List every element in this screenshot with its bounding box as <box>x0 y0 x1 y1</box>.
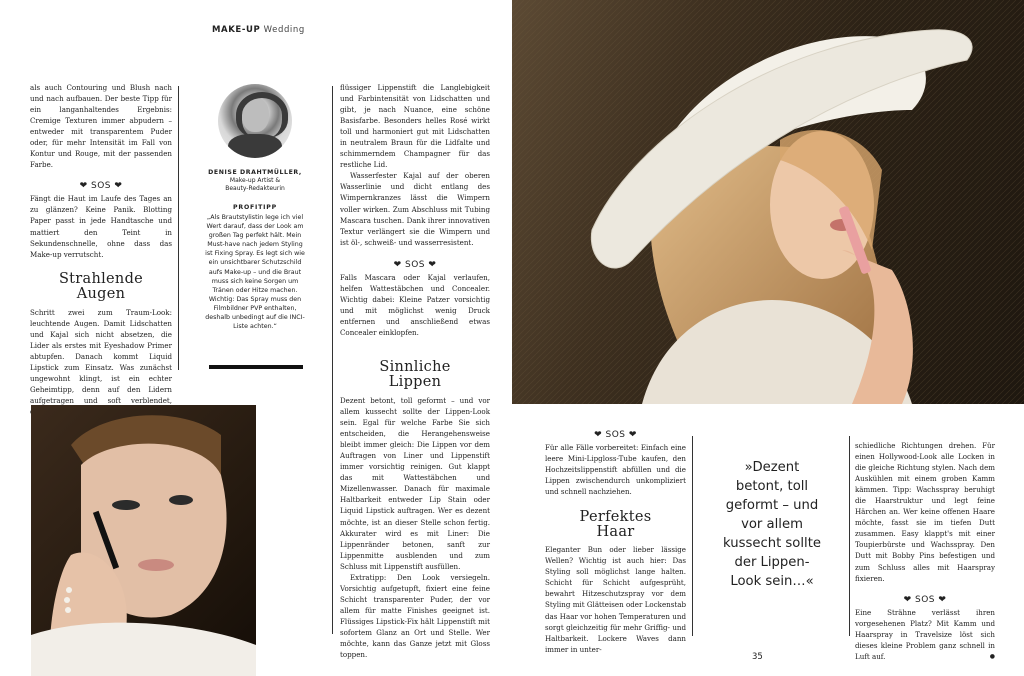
heart-icon: ❤ <box>628 430 637 440</box>
col6-body: schiedliche Richtungen drehen. Für einen Hollywood-Look alle Locken in die gleiche Richtung stylen. Nach dem Auskühlen mit einem groben Kamm kämmen. Tipp: Wachsspray beruhigt die Haarstruktur und legt feine Härchen an. Wer keine offenen Haare möchte, fasst sie im tiefen Dutt zusammen. Easy klappt's mit einer Toupierbürste und Wachsspray. Den Dutt mit Bobby Pins befestigen und zum Schluss alles mit Haarspray fixieren. <box>855 441 995 583</box>
pull-quote <box>700 458 844 591</box>
heart-icon: ❤ <box>114 181 123 192</box>
column-divider <box>178 86 179 370</box>
portrait-photo <box>218 84 292 158</box>
col6-sos-text: Eine Strähne verlässt ihren vorgesehenen Platz? Mit Kamm und Haarspray in Travelsize löst sich dieses kleine Problem ganz schnell in Luft auf. ● <box>855 607 995 661</box>
heart-icon: ❤ <box>903 594 912 605</box>
column-3 <box>340 82 490 660</box>
col3-p1: flüssiger Lippenstift die Langlebigkeit und Farbintensität von Lidschatten und gibt, je nach Nuance, eine schöne Basisfarbe. Besonders helles Rosé wirkt toll und harmoniert gut mit Lidschatten in neutralem Braun für die Lidfalte und schimmerndem Champagner für das restliche Lid. <box>340 83 490 170</box>
col3-sos-text: Falls Mascara oder Kajal verlaufen, helfen Wattestäbchen und Concealer. Wichtig dabei: Kleine Patzer vorsichtig und mit möglichst wenig Druck entfernen und anschließend etwas Concealer einklopfen. <box>340 272 490 337</box>
col1-sos-text: Fängt die Haut im Laufe des Tages an zu glänzen? Keine Panik. Blotting Paper passt in jede Handtasche und mattiert den Teint in Sekundenschnelle, ohne dass das Make-up verrutscht. <box>30 194 172 259</box>
column-1 <box>30 82 172 417</box>
heading-perfektes-haar: Perfektes Haar <box>579 509 652 541</box>
col3-p4: Extratipp: Den Look versiegeln. Vorsichtig aufgetupft, fixiert eine feine Schicht transparenter Puder, der vor allem für matte Finishes geeignet ist. Flüssiges Lipstick-Fix hält Lippenstift mit sofortem Glanz an Ort und Stelle. Wer möchte, kann das Ganze jetzt mit Gloss toppen. <box>340 572 490 660</box>
col1-sos-label: ❤ SOS ❤ <box>79 181 123 192</box>
column-divider <box>849 436 850 636</box>
end-mark-icon: ● <box>989 652 995 660</box>
col4-sos-label: ❤ SOS ❤ <box>594 430 637 440</box>
column-divider <box>332 86 333 634</box>
column-6 <box>855 440 995 662</box>
column-divider <box>692 436 693 636</box>
quote-line: kussecht sollte <box>723 536 821 551</box>
hat-lipstick-photo <box>512 0 1024 404</box>
heading-sinnliche-lippen: Sinnliche Lippen <box>379 358 451 390</box>
eyeliner-photo-illustration <box>31 405 256 676</box>
expert-role-2: Beauty-Redakteurin <box>225 185 285 192</box>
heart-icon: ❤ <box>79 181 88 192</box>
col3-p2: Wasserfester Kajal auf der oberen Wasserlinie und dicht entlang des Wimpernkranzes lässt die Wimpern voller wirken. Zum Abschluss mit Tubing Mascara tuschen. Dank ihrer innovativen Textur verlängert sie die Wimpern und ist öl-, schweiß- und wasserresistent. <box>340 171 490 247</box>
section-label: MAKE-UP <box>212 25 261 35</box>
heart-icon: ❤ <box>938 594 947 605</box>
expert-box <box>205 84 305 331</box>
page-number: 35 <box>752 652 763 662</box>
heart-icon: ❤ <box>428 259 437 270</box>
subsection-label: Wedding <box>263 25 305 35</box>
heading-strahlende-augen: Strahlende Augen <box>58 270 144 302</box>
hat-photo-illustration <box>512 0 1024 404</box>
quote-line: Look sein…« <box>730 574 814 589</box>
heart-icon: ❤ <box>594 430 603 440</box>
quote-line: geformt – und <box>725 498 819 513</box>
tip-label: PROFITIPP <box>233 204 277 211</box>
col4-sos-text: Für alle Fälle vorbereitet: Einfach eine leere Mini-Lipgloss-Tube kaufen, den Hochzeitslippenstift abfüllen und die Lippen zwischendurch unkompliziert und schnell nachziehen. <box>545 443 686 497</box>
col3-p3: Dezent betont, toll geformt – und vor allem kussecht sollte der Lippen-Look sein. Egal für welche Farbe Sie sich entscheiden, die Herangehensweise bleibt immer gleich: Die Lippen vor dem Auftragen von Liner und Lippenstift immer vorsichtig reinigen. Gut klappt das mit Wattestäbchen und Mizellenwasser. Danach für maximale Haltbarkeit entweder Lip Stain oder Liquid Lipstick auftragen. Wer es dezent möchte, ist an dieser Stelle schon fertig. Akkurater wird es mit Liner: Die Lippenränder betonen, sanft zur Lippenmitte ausblenden und zum Schluss mit Lippenstift ausfüllen. <box>340 395 490 571</box>
quote-line: der Lippen- <box>734 555 810 570</box>
quote-line: »Dezent <box>744 460 800 475</box>
column-4 <box>545 428 686 655</box>
expert-underline <box>209 365 303 369</box>
expert-role-1: Make-up Artist & <box>229 177 281 184</box>
section-header <box>212 25 305 35</box>
quote-line: vor allem <box>741 517 803 532</box>
eyeliner-photo <box>31 405 256 676</box>
tip-text: „Als Brautstylistin lege ich viel Wert darauf, dass der Look am großen Tag perfekt hält. Mein Must-have nach jedem Styling ist Fixing Spray. Es legt sich wie ein unsichtbarer Schutzschild aufs Make-up – und die Braut muss sich keine Sorgen um Tränen oder Hitze machen. Wichtig: Das Spray muss den Filmbildner PVP enthalten, deshalb unbedingt auf die INCI-Liste achten.“ <box>205 214 305 331</box>
col3-sos-label: ❤ SOS ❤ <box>393 259 437 270</box>
col1-intro: als auch Contouring und Blush nach und nach aufbauen. Der beste Tipp für ein langanhaltendes Ergebnis: Cremige Texturen immer abpudern – entweder mit transparentem Puder oder, für mehr Intensität im Fall von Kontur und Rouge, mit der passenden Farbe. <box>30 83 172 170</box>
col4-body: Eleganter Bun oder lieber lässige Wellen? Wichtig ist auch hier: Das Styling soll möglichst lange halten. Schicht für Schicht aufgesprüht, bewahrt Hitzeschutzspray vor dem Styling mit Glätteisen oder Lockenstab das Haar vor hohen Temperaturen und sorgt gleichzeitig für mehr Griffig- und Haltbarkeit. Lockere Waves dann immer in unter- <box>545 545 686 654</box>
heart-icon: ❤ <box>393 259 402 270</box>
col1-body: Schritt zwei zum Traum-Look: leuchtende Augen. Damit Lidschatten und Kajal sich nicht absetzen, die Lider als erstes mit Eyeshadow Primer abtupfen. Danach kommt Liquid Lipstick zum Einsatz. Was zunächst ungewohnt klingt, ist ein echter Geheimtipp, denn auf den Lidern aufgetragen und soft verblendet, <box>30 307 172 406</box>
col6-sos-label: ❤ SOS ❤ <box>903 594 947 605</box>
expert-name: DENISE DRAHTMÜLLER, <box>208 169 302 176</box>
quote-line: betont, toll <box>735 479 809 494</box>
